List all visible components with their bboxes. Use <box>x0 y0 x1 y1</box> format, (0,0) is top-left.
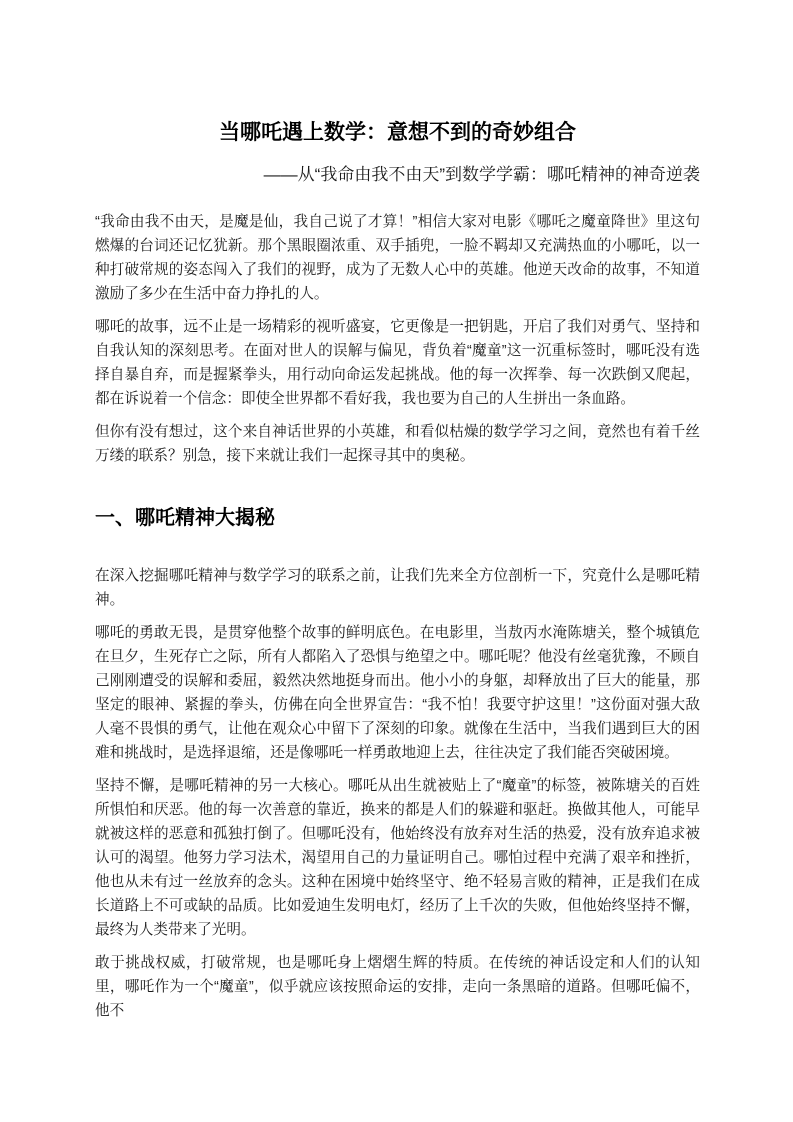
intro-paragraph-2: 哪吒的故事，远不止是一场精彩的视听盛宴，它更像是一把钥匙，开启了我们对勇气、坚持和自我认知的深刻思考。在面对世人的误解与偏见，背负着“魔童”这一沉重标签时，哪吒没有选择自暴自弃，而是握紧拳头，用行动向命运发起挑战。他的每一次挥拳、每一次跌倒又爬起，都在诉说着一个信念：即使全世界都不看好我，我也要为自己的人生拼出一条血路。 <box>95 319 700 407</box>
section-1-paragraph-2: 哪吒的勇敢无畏，是贯穿他整个故事的鲜明底色。在电影里，当敖丙水淹陈塘关，整个城镇危在旦夕，生死存亡之际，所有人都陷入了恐惧与绝望之中。哪吒呢？他没有丝毫犹豫，不顾自己刚刚遭受的误解和委屈，毅然决然地挺身而出。他小小的身躯，却释放出了巨大的能量，那坚定的眼神、紧握的拳头，仿佛在向全世界宣告：“我不怕！我要守护这里！”这份面对强大敌人毫不畏惧的勇气，让他在观众心中留下了深刻的印象。就像在生活中，当我们遇到巨大的困难和挑战时，是选择退缩，还是像哪吒一样勇敢地迎上去，往往决定了我们能否突破困境。 <box>95 625 700 761</box>
section-1-paragraph-4: 敢于挑战权威，打破常规，也是哪吒身上熠熠生辉的特质。在传统的神话设定和人们的认知里，哪吒作为一个“魔童”，似乎就应该按照命运的安排，走向一条黑暗的道路。但哪吒偏不，他不 <box>95 955 700 1019</box>
document-subtitle: ——从“我命由我不由天”到数学学霸：哪吒精神的神奇逆袭 <box>263 165 700 184</box>
document-title: 当哪吒遇上数学：意想不到的奇妙组合 <box>219 121 576 144</box>
intro-paragraph-3: 但你有没有想过，这个来自神话世界的小英雄，和看似枯燥的数学学习之间，竟然也有着千丝万缕的联系？别急，接下来就让我们一起探寻其中的奥秘。 <box>95 424 700 464</box>
section-1-heading: 一、哪吒精神大揭秘 <box>95 507 275 529</box>
section-1-paragraph-1: 在深入挖掘哪吒精神与数学学习的联系之前，让我们先来全方位剖析一下，究竟什么是哪吒精神。 <box>95 568 700 608</box>
intro-paragraph-1: “我命由我不由天，是魔是仙，我自己说了才算！”相信大家对电影《哪吒之魔童降世》里这句燃爆的台词还记忆犹新。那个黑眼圈浓重、双手插兜，一脸不羁却又充满热血的小哪吒，以一种打破常规的姿态闯入了我们的视野，成为了无数人心中的英雄。他逆天改命的故事，不知道激励了多少在生活中奋力挣扎的人。 <box>95 214 700 302</box>
section-1-paragraph-3: 坚持不懈，是哪吒精神的另一大核心。哪吒从出生就被贴上了“魔童”的标签，被陈塘关的百姓所惧怕和厌恶。他的每一次善意的靠近，换来的都是人们的躲避和驱赶。换做其他人，可能早就被这样的恶意和孤独打倒了。但哪吒没有，他始终没有放弃对生活的热爱，没有放弃追求被认可的渴望。他努力学习法术，渴望用自己的力量证明自己。哪怕过程中充满了艰辛和挫折，他也从未有过一丝放弃的念头。这种在困境中始终坚守、绝不轻易言败的精神，正是我们在成长道路上不可或缺的品质。比如爱迪生发明电灯，经历了上千次的失败，但他始终坚持不懈，最终为人类带来了光明。 <box>95 778 700 938</box>
